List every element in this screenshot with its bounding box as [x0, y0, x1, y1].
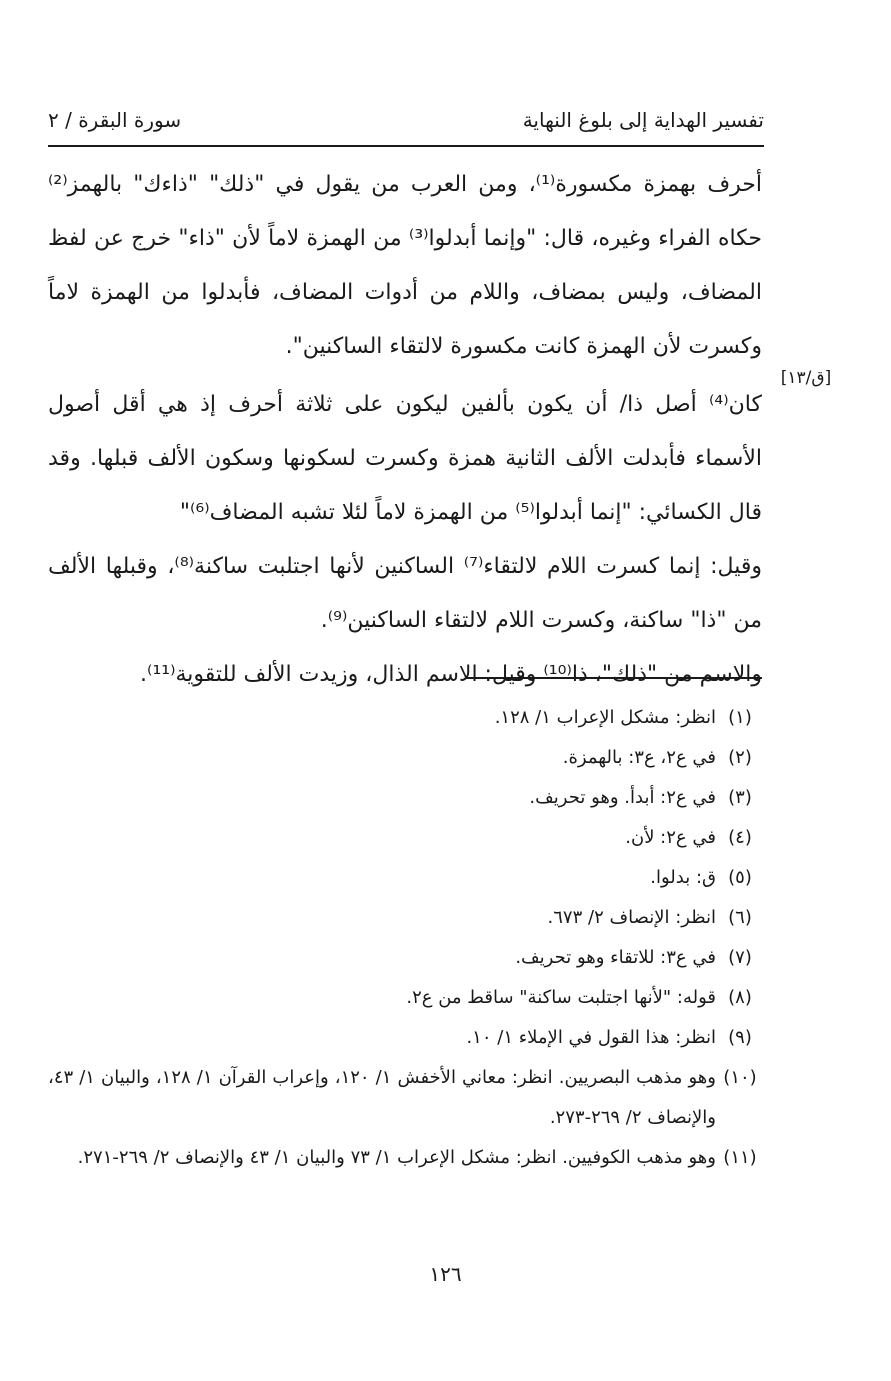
footnote-text: انظر: مشكل الإعراب ١/ ١٢٨.	[494, 707, 716, 728]
footnote	[48, 978, 764, 1018]
paragraph: كان⁽⁴⁾ أصل ذا/ أن يكون بألفين ليكون على ثلاثة أحرف إذ هي أقل أصول الأسماء فأبدلت الألف الثانية همزة وكسرت لسكونها وسكون الألف قبلها. وقد قال الكسائي: "إنما أبدلوا⁽⁵⁾ من الهمزة لاماً لئلا تشبه المضاف⁽⁶⁾"	[48, 392, 762, 525]
book-title: تفسير الهداية إلى بلوغ النهاية	[522, 108, 764, 132]
footnote-number: (١٠)	[723, 1067, 757, 1088]
footnote-number: (٩)	[728, 1027, 752, 1048]
paragraph: والاسم من "ذلك"، ذا⁽¹⁰⁾ وقيل: الاسم الذال، وزيدت الألف للتقوية⁽¹¹⁾.	[140, 662, 762, 687]
footnote-number: (٥)	[728, 867, 752, 888]
footnote	[48, 938, 764, 978]
footnote-text: انظر: الإنصاف ٢/ ٦٧٣.	[547, 907, 716, 928]
page-number: ١٢٦	[429, 1262, 462, 1286]
footnote-text: انظر: هذا القول في الإملاء ١/ ١٠.	[466, 1027, 716, 1048]
footnote	[48, 1018, 764, 1058]
footnote-number: (٧)	[728, 947, 752, 968]
footnote-number: (٣)	[728, 787, 752, 808]
paragraph: أحرف بهمزة مكسورة⁽¹⁾، ومن العرب من يقول في "ذلك" "ذاءك" بالهمز⁽²⁾ حكاه الفراء وغيره، قال: "وإنما أبدلوا⁽³⁾ من الهمزة لاماً لأن "ذاء" خرج عن لفظ المضاف، وليس بمضاف، واللام من أدوات المضاف، فأبدلوا من الهمزة لاماً وكسرت لأن الهمزة كانت مكسورة لالتقاء الساكنين".	[48, 172, 762, 359]
running-header	[48, 102, 764, 138]
footnote	[48, 1058, 764, 1138]
footnote	[48, 818, 764, 858]
footnote	[48, 738, 764, 778]
footnote-divider	[466, 677, 762, 679]
footnote	[48, 898, 764, 938]
footnote-number: (١١)	[723, 1147, 757, 1168]
footnote-number: (٦)	[728, 907, 752, 928]
paragraph: وقيل: إنما كسرت اللام لالتقاء⁽⁷⁾ الساكنين لأنها اجتلبت ساكنة⁽⁸⁾، وقبلها الألف من "ذا" ساكنة، وكسرت اللام لالتقاء الساكنين⁽⁹⁾.	[48, 554, 762, 633]
footnote	[48, 858, 764, 898]
footnote-number: (١)	[728, 707, 752, 728]
manuscript-folio-ref: [ق/١٣]	[780, 368, 832, 388]
footnote	[48, 778, 764, 818]
surah-label: سورة البقرة / ٢	[48, 108, 182, 132]
header-divider	[48, 145, 764, 147]
footnote-text: قوله: "لأنها اجتلبت ساكنة" ساقط من ع٢.	[406, 987, 716, 1008]
footnote-text: وهو مذهب الكوفيين. انظر: مشكل الإعراب ١/ ٧٣ والبيان ١/ ٤٣ والإنصاف ٢/ ٢٦٩-٢٧١.	[77, 1147, 716, 1168]
footnote-number: (٢)	[728, 747, 752, 768]
main-text	[48, 158, 762, 702]
footnote-number: (٤)	[728, 827, 752, 848]
footnote	[48, 698, 764, 738]
footnote-text: ق: بدلوا.	[650, 867, 716, 888]
footnotes	[48, 698, 764, 1178]
footnote-text: وهو مذهب البصريين. انظر: معاني الأخفش ١/ ١٢٠، وإعراب القرآن ١/ ١٢٨، والبيان ١/ ٤٣، والإنصاف ٢/ ٢٦٩-٢٧٣.	[48, 1067, 716, 1128]
footnote	[48, 1138, 764, 1178]
footnote-text: في ع٢: أبدأ. وهو تحريف.	[529, 787, 716, 808]
footnote-text: في ع٣: للاتقاء وهو تحريف.	[515, 947, 716, 968]
footnote-number: (٨)	[728, 987, 752, 1008]
footnote-text: في ع٢: لأن.	[625, 827, 716, 848]
footnote-text: في ع٢، ع٣: بالهمزة.	[562, 747, 716, 768]
